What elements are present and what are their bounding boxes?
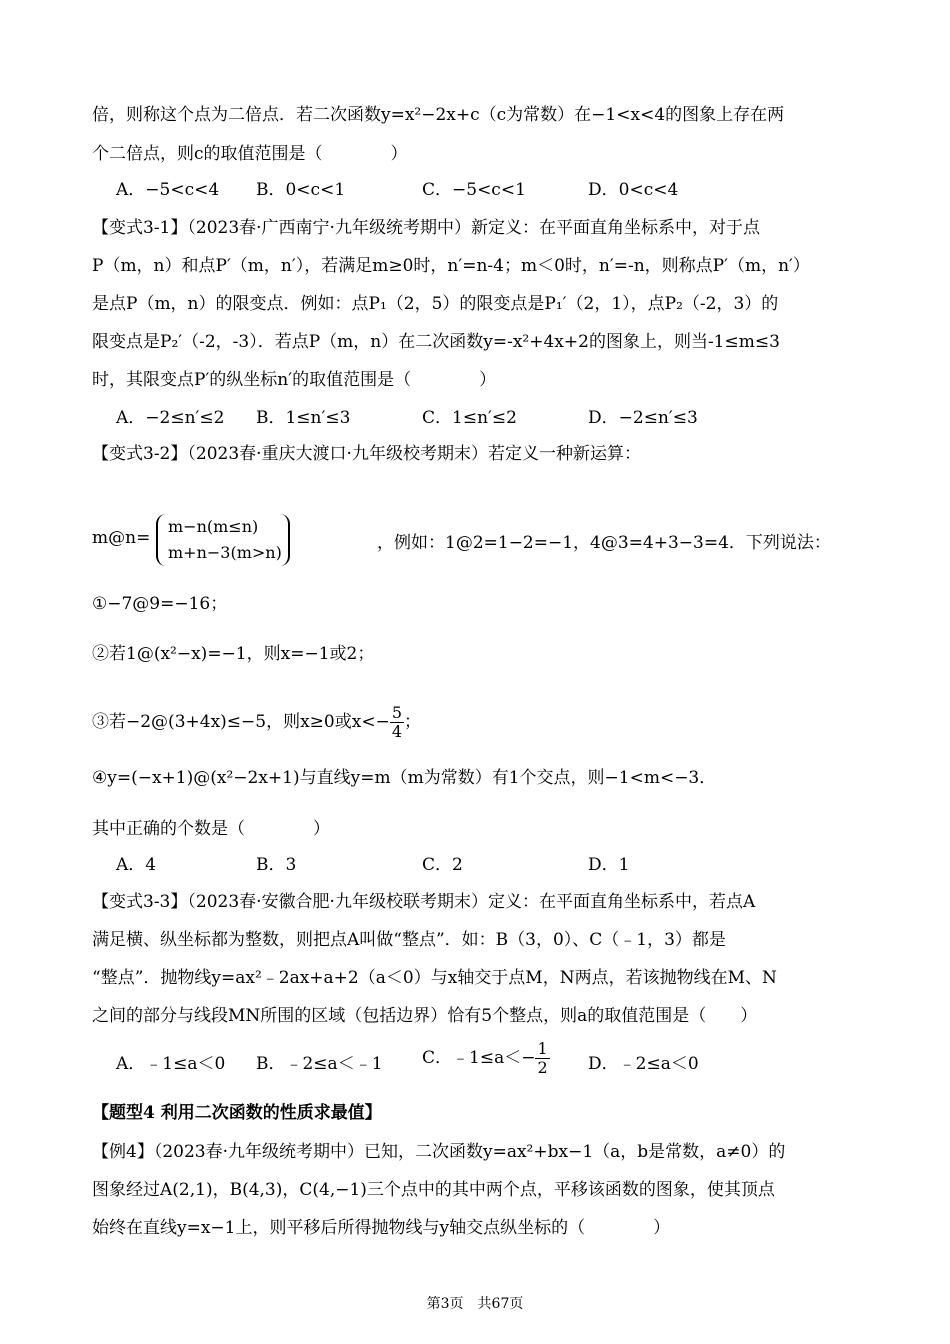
v32-s3-fraction (390, 704, 404, 741)
v33-option-c-text: C．﹣1≤a＜− (422, 1048, 536, 1068)
q0-option-c: C．−5<c<1 (422, 180, 526, 200)
v32-option-d: D．1 (588, 855, 630, 875)
v32-s3-text: ③若−2@(3+4x)≤−5，则x≥0或x<− (92, 712, 390, 732)
v31-option-c: C．1≤n′≤2 (422, 408, 517, 428)
v31-line-2: P（m，n）和点P′（m，n′），若满足m≥0时，n′=n-4；m＜0时，n′=-n，则称点P′（m，n′） (92, 256, 810, 276)
v32-option-b: B．3 (256, 855, 297, 875)
v33-option-c (422, 1040, 550, 1077)
v32-statement-1: ①−7@9=−16； (92, 594, 228, 614)
v33-line-1: 【变式3-3】（2023春·安徽合肥·九年级校联考期末）定义：在平面直角坐标系中，若点A (92, 892, 756, 912)
type4-heading: 【题型4 利用二次函数的性质求最值】 (92, 1103, 382, 1123)
v32-option-a: A．4 (116, 855, 157, 875)
v33-option-c-denominator: 2 (537, 1058, 548, 1077)
type4-line-2: 图象经过A(2,1)，B(4,3)，C(4,−1)三个点中的其中两个点，平移该函数的图象，使其顶点 (92, 1180, 775, 1200)
v32-option-c: C．2 (422, 855, 463, 875)
v31-line-3: 是点P（m，n）的限变点．例如：点P₁（2，5）的限变点是P₁′（2，1），点P₂（-2，3）的 (92, 294, 779, 314)
v32-def-cases (156, 514, 290, 566)
v32-statement-3 (92, 704, 421, 741)
v33-option-c-fraction (535, 1040, 549, 1077)
q0-option-b: B．0<c<1 (256, 180, 346, 200)
v33-option-b: B．﹣2≤a＜﹣1 (256, 1054, 383, 1074)
v31-line-5: 时，其限变点P′的纵坐标n′的取值范围是（ ） (92, 370, 497, 390)
v32-statement-2: ②若1@(x²−x)=−1，则x=−1或2； (92, 644, 375, 664)
q0-option-d: D．0<c<4 (588, 180, 679, 200)
v31-option-b: B．1≤n′≤3 (256, 408, 351, 428)
intro-line-1: 倍，则称这个点为二倍点．若二次函数y=x²−2x+c（c为常数）在−1<x<4的图象上存在两 (92, 105, 785, 125)
v31-line-1: 【变式3-1】（2023春·广西南宁·九年级统考期中）新定义：在平面直角坐标系中，对于点 (92, 218, 760, 238)
v31-option-a: A．−2≤n′≤2 (116, 408, 225, 428)
q0-option-a: A．−5<c<4 (116, 180, 220, 200)
v32-question: 其中正确的个数是（ ） (92, 819, 330, 839)
v33-option-a: A．﹣1≤a＜0 (116, 1054, 226, 1074)
type4-line-1: 【例4】（2023春·九年级统考期中）已知，二次函数y=ax²+bx−1（a，b是常数，a≠0）的 (92, 1142, 786, 1162)
v32-s3-numerator: 5 (391, 703, 403, 722)
v33-line-2: 满足横、纵坐标都为整数，则把点A叫做“整点”．如：B（3，0）、C（﹣1，3）都是 (92, 930, 726, 950)
v32-s3-end: ； (404, 712, 422, 732)
v32-case-2: m+n−3(m>n) (168, 543, 282, 562)
v33-option-d: D．﹣2≤a＜0 (588, 1054, 699, 1074)
v33-line-4: 之间的部分与线段MN所围的区域（包括边界）恰有5个整点，则a的取值范围是（ ） (92, 1006, 758, 1026)
v31-option-d: D．−2≤n′≤3 (588, 408, 698, 428)
v31-line-4: 限变点是P₂′（-2，-3）．若点P（m，n）在二次函数y=-x²+4x+2的图象上，则当-1≤m≤3 (92, 332, 780, 352)
v33-line-3: “整点”．抛物线y=ax²﹣2ax+a+2（a＜0）与x轴交于点M，N两点，若该抛物线在M、N (92, 968, 777, 988)
v32-s3-denominator: 4 (391, 722, 403, 741)
page-footer: 第3页 共67页 (426, 1296, 524, 1312)
v33-option-c-numerator: 1 (537, 1039, 548, 1058)
intro-line-2: 个二倍点，则c的取值范围是（ ） (92, 144, 408, 164)
type4-line-3: 始终在直线y=x−1上，则平移后所得抛物线与y轴交点纵坐标的（ ） (92, 1218, 671, 1238)
v32-def-tail: ，例如：1@2=1−2=−1，4@3=4+3−3=4．下列说法： (377, 533, 831, 553)
v32-def-label: m@n= (92, 528, 151, 548)
v32-statement-4: ④y=(−x+1)@(x²−2x+1)与直线y=m（m为常数）有1个交点，则−1<m<−3． (92, 768, 717, 788)
v32-case-1: m−n(m≤n) (168, 517, 259, 536)
v32-line-1: 【变式3-2】（2023春·重庆大渡口·九年级校考期末）若定义一种新运算： (92, 444, 641, 464)
